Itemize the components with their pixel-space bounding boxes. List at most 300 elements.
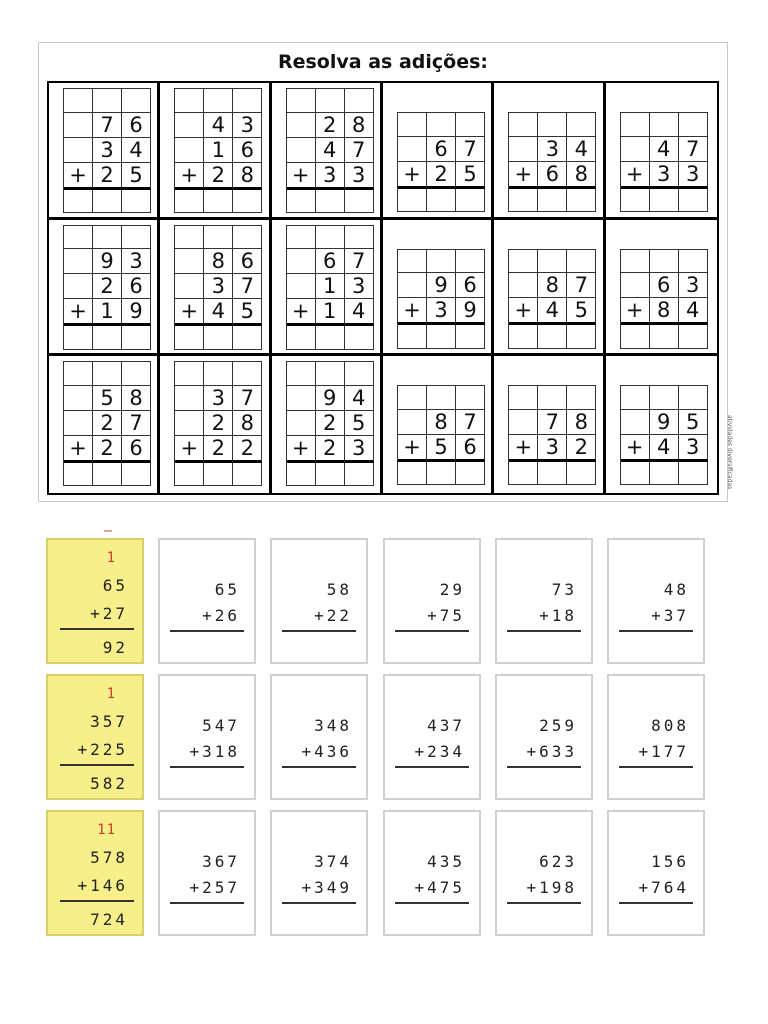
- addend-top: 437: [427, 716, 465, 735]
- grid-box[interactable]: [93, 463, 122, 487]
- digit: 3: [204, 386, 233, 411]
- grid-box[interactable]: [567, 250, 596, 274]
- addend-bottom: +475: [414, 878, 465, 897]
- grid-box[interactable]: [64, 386, 93, 411]
- answer-grid: [620, 112, 708, 212]
- addend-bottom: +257: [189, 878, 240, 897]
- digit: 3: [122, 249, 151, 274]
- carry-digit: 11: [97, 822, 116, 838]
- grid-box[interactable]: [621, 273, 650, 298]
- grid-box[interactable]: [175, 249, 204, 274]
- grid-box[interactable]: [287, 226, 316, 250]
- digit: 7: [456, 137, 485, 162]
- exercise-card: [158, 674, 256, 800]
- grid-box[interactable]: [64, 226, 93, 250]
- grid-box[interactable]: [567, 189, 596, 213]
- grid-box[interactable]: [287, 274, 316, 299]
- sum-line: [60, 900, 134, 902]
- digit: 2: [93, 411, 122, 436]
- grid-box[interactable]: [345, 226, 374, 250]
- grid-box[interactable]: [398, 189, 427, 213]
- grid-box[interactable]: [175, 386, 204, 411]
- digit: 6: [122, 436, 151, 463]
- plus-sign: +: [398, 298, 427, 325]
- answer-grid: [63, 88, 151, 213]
- worksheet-grid: [47, 81, 719, 495]
- sum-line: [507, 766, 581, 768]
- answer-grid: [286, 361, 374, 486]
- digit: 8: [650, 298, 679, 325]
- grid-box[interactable]: [621, 250, 650, 274]
- digit: 3: [316, 163, 345, 190]
- grid-box[interactable]: [567, 462, 596, 486]
- grid-box[interactable]: [64, 463, 93, 487]
- grid-box[interactable]: [316, 226, 345, 250]
- addend-top: 808: [651, 716, 689, 735]
- addend-bottom: +22: [314, 606, 352, 625]
- grid-box[interactable]: [175, 190, 204, 214]
- grid-box[interactable]: [287, 411, 316, 436]
- sum-result: 92: [102, 638, 128, 657]
- addend-bottom: +18: [539, 606, 577, 625]
- grid-box[interactable]: [93, 326, 122, 350]
- grid-box[interactable]: [175, 362, 204, 386]
- grid-box[interactable]: [679, 189, 708, 213]
- grid-box[interactable]: [122, 226, 151, 250]
- exercise-card: [495, 810, 593, 936]
- sum-line: [170, 766, 244, 768]
- plus-sign: +: [64, 163, 93, 190]
- addition-cards: [42, 532, 712, 952]
- grid-box[interactable]: [679, 462, 708, 486]
- grid-box[interactable]: [427, 386, 456, 410]
- sum-line: [60, 628, 134, 630]
- addend-bottom: +633: [526, 742, 577, 761]
- grid-box[interactable]: [233, 226, 262, 250]
- answer-grid: [174, 88, 262, 213]
- answer-grid: [508, 112, 596, 212]
- grid-box[interactable]: [175, 138, 204, 163]
- plus-sign: +: [287, 163, 316, 190]
- problem-cell: [160, 356, 271, 493]
- grid-box[interactable]: [64, 89, 93, 113]
- grid-box[interactable]: [509, 325, 538, 349]
- grid-box[interactable]: [538, 189, 567, 213]
- grid-box[interactable]: [509, 273, 538, 298]
- problem-cell: [494, 83, 605, 220]
- sum-result: 724: [90, 910, 128, 929]
- answer-grid: [174, 361, 262, 486]
- digit: 5: [456, 162, 485, 189]
- grid-box[interactable]: [456, 113, 485, 137]
- grid-box[interactable]: [287, 190, 316, 214]
- digit: 2: [204, 436, 233, 463]
- grid-box[interactable]: [287, 138, 316, 163]
- digit: 2: [316, 113, 345, 138]
- digit: 7: [122, 411, 151, 436]
- grid-box[interactable]: [456, 250, 485, 274]
- digit: 5: [122, 163, 151, 190]
- sum-line: [282, 766, 356, 768]
- exercise-card: [383, 810, 481, 936]
- exercise-card: [158, 538, 256, 664]
- grid-box[interactable]: [93, 89, 122, 113]
- grid-box[interactable]: [233, 190, 262, 214]
- addend-top: 623: [539, 852, 577, 871]
- grid-box[interactable]: [621, 325, 650, 349]
- answer-grid: [508, 385, 596, 485]
- digit: 2: [93, 274, 122, 299]
- addend-bottom: +764: [638, 878, 689, 897]
- grid-box[interactable]: [175, 89, 204, 113]
- grid-box[interactable]: [621, 113, 650, 137]
- addend-top: 547: [202, 716, 240, 735]
- addend-bottom: +75: [427, 606, 465, 625]
- grid-box[interactable]: [427, 325, 456, 349]
- grid-box[interactable]: [204, 190, 233, 214]
- grid-box[interactable]: [621, 386, 650, 410]
- exercise-card: [383, 538, 481, 664]
- grid-box[interactable]: [621, 189, 650, 213]
- exercise-card: [607, 810, 705, 936]
- digit: 8: [233, 411, 262, 436]
- answer-grid: [620, 385, 708, 485]
- sum-line: [60, 764, 134, 766]
- digit: 3: [679, 435, 708, 462]
- answer-grid: [286, 225, 374, 350]
- grid-box[interactable]: [204, 463, 233, 487]
- grid-box[interactable]: [175, 274, 204, 299]
- grid-box[interactable]: [650, 325, 679, 349]
- digit: 3: [93, 138, 122, 163]
- grid-box[interactable]: [64, 274, 93, 299]
- digit: 3: [345, 163, 374, 190]
- grid-box[interactable]: [398, 137, 427, 162]
- grid-box[interactable]: [567, 113, 596, 137]
- digit: 6: [316, 249, 345, 274]
- grid-box[interactable]: [64, 362, 93, 386]
- grid-box[interactable]: [93, 362, 122, 386]
- digit: 8: [204, 249, 233, 274]
- grid-box[interactable]: [122, 362, 151, 386]
- grid-box[interactable]: [64, 326, 93, 350]
- grid-box[interactable]: [509, 462, 538, 486]
- grid-box[interactable]: [621, 462, 650, 486]
- digit: 1: [93, 299, 122, 326]
- grid-box[interactable]: [345, 463, 374, 487]
- grid-box[interactable]: [175, 463, 204, 487]
- grid-box[interactable]: [509, 113, 538, 137]
- addend-top: 374: [314, 852, 352, 871]
- grid-box[interactable]: [538, 462, 567, 486]
- grid-box[interactable]: [233, 463, 262, 487]
- grid-box[interactable]: [287, 463, 316, 487]
- grid-box[interactable]: [204, 326, 233, 350]
- plus-sign: +: [287, 299, 316, 326]
- problem-cell: [49, 83, 160, 220]
- grid-box[interactable]: [175, 326, 204, 350]
- plus-sign: +: [621, 298, 650, 325]
- grid-box[interactable]: [204, 89, 233, 113]
- grid-box[interactable]: [398, 410, 427, 435]
- problem-cell: [160, 83, 271, 220]
- grid-box[interactable]: [122, 463, 151, 487]
- grid-box[interactable]: [204, 226, 233, 250]
- grid-box[interactable]: [64, 190, 93, 214]
- addend-bottom: +349: [301, 878, 352, 897]
- digit: 6: [233, 138, 262, 163]
- digit: 4: [122, 138, 151, 163]
- grid-box[interactable]: [650, 250, 679, 274]
- digit: 7: [345, 138, 374, 163]
- addend-top: 65: [102, 576, 128, 595]
- digit: 5: [93, 386, 122, 411]
- example-card: [46, 538, 144, 664]
- addend-bottom: +26: [202, 606, 240, 625]
- problem-cell: [160, 220, 271, 357]
- answer-grid: [174, 225, 262, 350]
- grid-box[interactable]: [175, 226, 204, 250]
- digit: 9: [316, 386, 345, 411]
- grid-box[interactable]: [398, 113, 427, 137]
- digit: 8: [345, 113, 374, 138]
- grid-box[interactable]: [621, 137, 650, 162]
- side-note: atividades diversificadas: [726, 415, 733, 490]
- addend-bottom: +225: [77, 740, 128, 759]
- digit: 9: [93, 249, 122, 274]
- grid-box[interactable]: [427, 189, 456, 213]
- digit: 3: [204, 274, 233, 299]
- digit: 5: [567, 298, 596, 325]
- problem-cell: [494, 356, 605, 493]
- digit: 4: [567, 137, 596, 162]
- exercise-card: [270, 674, 368, 800]
- grid-box[interactable]: [509, 137, 538, 162]
- grid-box[interactable]: [175, 113, 204, 138]
- grid-box[interactable]: [175, 411, 204, 436]
- digit: 5: [427, 435, 456, 462]
- answer-grid: [620, 249, 708, 349]
- grid-box[interactable]: [650, 386, 679, 410]
- worksheet-title: Resolva as adições:: [277, 51, 488, 73]
- digit: 9: [456, 298, 485, 325]
- problem-cell: [49, 220, 160, 357]
- carry-digit: 1: [106, 550, 116, 566]
- grid-box[interactable]: [122, 326, 151, 350]
- addend-top: 58: [326, 580, 352, 599]
- answer-grid: [63, 361, 151, 486]
- grid-box[interactable]: [287, 386, 316, 411]
- plus-sign: +: [64, 299, 93, 326]
- addend-bottom: +234: [414, 742, 465, 761]
- digit: 1: [316, 274, 345, 299]
- sum-line: [395, 902, 469, 904]
- digit: 3: [345, 436, 374, 463]
- problem-cell: [494, 220, 605, 357]
- problem-cell: [606, 83, 717, 220]
- grid-box[interactable]: [345, 89, 374, 113]
- sum-line: [395, 630, 469, 632]
- digit: 9: [650, 410, 679, 435]
- plus-sign: +: [621, 435, 650, 462]
- grid-box[interactable]: [122, 89, 151, 113]
- grid-box[interactable]: [233, 89, 262, 113]
- grid-box[interactable]: [567, 325, 596, 349]
- grid-box[interactable]: [509, 250, 538, 274]
- grid-box[interactable]: [427, 250, 456, 274]
- exercise-card: [158, 810, 256, 936]
- grid-box[interactable]: [233, 362, 262, 386]
- grid-box[interactable]: [316, 326, 345, 350]
- plus-sign: +: [175, 436, 204, 463]
- grid-box[interactable]: [64, 249, 93, 274]
- problem-cell: [383, 83, 494, 220]
- digit: 2: [93, 436, 122, 463]
- example-card: [46, 674, 144, 800]
- grid-box[interactable]: [650, 113, 679, 137]
- grid-box[interactable]: [287, 113, 316, 138]
- problem-cell: [272, 356, 383, 493]
- grid-box[interactable]: [64, 138, 93, 163]
- exercise-card: [495, 538, 593, 664]
- digit: 2: [427, 162, 456, 189]
- grid-box[interactable]: [233, 326, 262, 350]
- grid-box[interactable]: [287, 362, 316, 386]
- digit: 8: [233, 163, 262, 190]
- grid-box[interactable]: [316, 463, 345, 487]
- grid-box[interactable]: [345, 190, 374, 214]
- grid-box[interactable]: [650, 462, 679, 486]
- digit: 4: [650, 137, 679, 162]
- digit: 7: [567, 273, 596, 298]
- grid-box[interactable]: [345, 362, 374, 386]
- digit: 3: [679, 273, 708, 298]
- problem-cell: [272, 83, 383, 220]
- digit: 9: [122, 299, 151, 326]
- digit: 5: [345, 411, 374, 436]
- grid-box[interactable]: [567, 386, 596, 410]
- grid-box[interactable]: [538, 386, 567, 410]
- grid-box[interactable]: [64, 411, 93, 436]
- problem-cell: [383, 220, 494, 357]
- grid-box[interactable]: [679, 113, 708, 137]
- digit: 4: [538, 298, 567, 325]
- addend-top: 578: [90, 848, 128, 867]
- digit: 7: [233, 386, 262, 411]
- addend-bottom: +198: [526, 878, 577, 897]
- plus-sign: +: [175, 163, 204, 190]
- problem-cell: [606, 356, 717, 493]
- exercise-card: [495, 674, 593, 800]
- digit: 6: [456, 273, 485, 298]
- digit: 7: [456, 410, 485, 435]
- addend-top: 367: [202, 852, 240, 871]
- sum-result: 582: [90, 774, 128, 793]
- digit: 8: [427, 410, 456, 435]
- grid-box[interactable]: [398, 386, 427, 410]
- addend-top: 259: [539, 716, 577, 735]
- grid-box[interactable]: [122, 190, 151, 214]
- addend-top: 48: [663, 580, 689, 599]
- addend-top: 65: [214, 580, 240, 599]
- digit: 4: [204, 113, 233, 138]
- digit: 7: [538, 410, 567, 435]
- answer-grid: [397, 112, 485, 212]
- grid-box[interactable]: [538, 113, 567, 137]
- exercise-card: [607, 538, 705, 664]
- grid-box[interactable]: [650, 189, 679, 213]
- addend-top: 357: [90, 712, 128, 731]
- grid-box[interactable]: [509, 189, 538, 213]
- grid-box[interactable]: [456, 325, 485, 349]
- digit: 7: [233, 274, 262, 299]
- worksheet: [38, 42, 733, 502]
- addend-top: 73: [551, 580, 577, 599]
- grid-box[interactable]: [679, 250, 708, 274]
- grid-box[interactable]: [509, 410, 538, 435]
- grid-box[interactable]: [64, 113, 93, 138]
- grid-box[interactable]: [398, 250, 427, 274]
- grid-box[interactable]: [316, 190, 345, 214]
- grid-box[interactable]: [287, 249, 316, 274]
- grid-box[interactable]: [316, 89, 345, 113]
- grid-box[interactable]: [204, 362, 233, 386]
- grid-box[interactable]: [538, 325, 567, 349]
- grid-box[interactable]: [456, 462, 485, 486]
- digit: 1: [316, 299, 345, 326]
- digit: 3: [233, 113, 262, 138]
- grid-box[interactable]: [398, 273, 427, 298]
- digit: 6: [122, 113, 151, 138]
- exercise-card: [607, 674, 705, 800]
- digit: 1: [204, 138, 233, 163]
- grid-box[interactable]: [679, 386, 708, 410]
- sum-line: [507, 630, 581, 632]
- digit: 3: [679, 162, 708, 189]
- grid-box[interactable]: [538, 250, 567, 274]
- addend-top: 156: [651, 852, 689, 871]
- grid-box[interactable]: [316, 362, 345, 386]
- grid-box[interactable]: [287, 89, 316, 113]
- plus-sign: +: [64, 436, 93, 463]
- grid-box[interactable]: [427, 113, 456, 137]
- answer-grid: [286, 88, 374, 213]
- sum-line: [282, 630, 356, 632]
- grid-box[interactable]: [456, 386, 485, 410]
- grid-box[interactable]: [93, 226, 122, 250]
- digit: 4: [345, 386, 374, 411]
- digit: 4: [650, 435, 679, 462]
- grid-box[interactable]: [287, 326, 316, 350]
- grid-box[interactable]: [456, 189, 485, 213]
- answer-grid: [63, 225, 151, 350]
- grid-box[interactable]: [621, 410, 650, 435]
- sum-line: [619, 902, 693, 904]
- digit: 3: [538, 137, 567, 162]
- digit: 3: [427, 298, 456, 325]
- grid-box[interactable]: [345, 326, 374, 350]
- grid-box[interactable]: [679, 325, 708, 349]
- grid-box[interactable]: [509, 386, 538, 410]
- grid-box[interactable]: [398, 325, 427, 349]
- digit: 4: [679, 298, 708, 325]
- grid-box[interactable]: [398, 462, 427, 486]
- grid-box[interactable]: [93, 190, 122, 214]
- digit: 6: [650, 273, 679, 298]
- addend-bottom: +177: [638, 742, 689, 761]
- grid-box[interactable]: [427, 462, 456, 486]
- digit: 4: [345, 299, 374, 326]
